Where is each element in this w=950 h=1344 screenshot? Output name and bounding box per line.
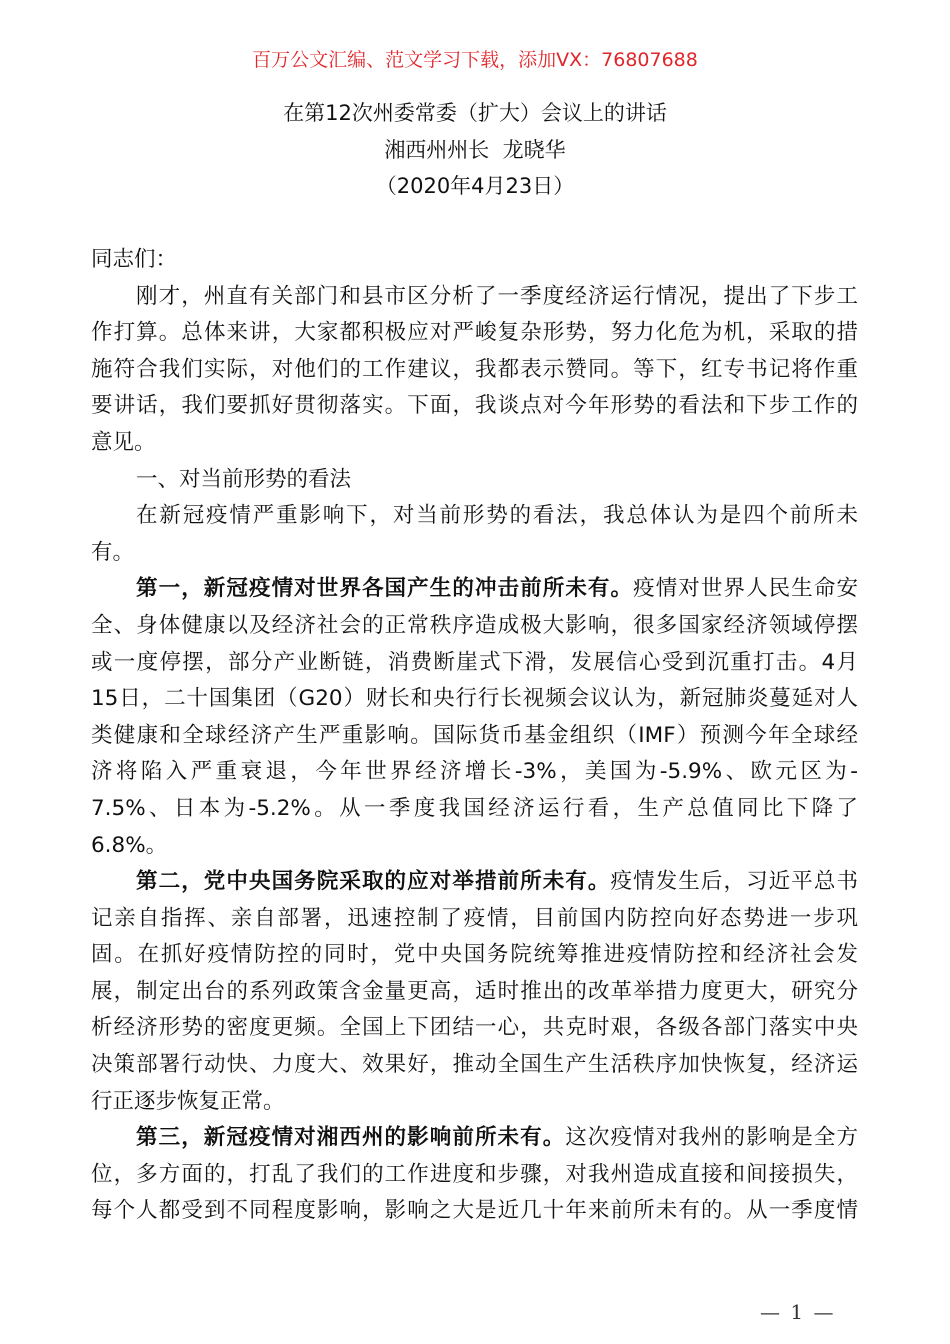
line-text: 7.5%、日本为-5.2%。从一季度我国经济运行看，生产总值同比下降了: [91, 795, 858, 821]
title-block: [0, 95, 950, 205]
speaker-line: 湘西州州长 龙晓华: [384, 137, 566, 162]
text-line: [91, 864, 858, 901]
line-text: 意见。: [91, 429, 156, 455]
text-line: [91, 315, 858, 352]
text-line: [91, 718, 858, 755]
document-body: [91, 242, 858, 1230]
line-text: 要讲话，我们要抓好贯彻落实。下面，我谈点对今年形势的看法和下步工作的: [91, 393, 858, 419]
text-line: [91, 388, 858, 425]
text-line: [91, 974, 858, 1011]
text-line: [91, 1010, 858, 1047]
text-line: [91, 352, 858, 389]
text-line: [91, 535, 858, 572]
line-text: 同志们：: [91, 247, 178, 272]
text-line: [91, 571, 858, 608]
line-text: 这次疫情对我州的影响是全方: [565, 1125, 858, 1151]
bold-heading: 第一，新冠疫情对世界各国产生的冲击前所未有。: [136, 576, 634, 602]
line-text: 施符合我们实际，对他们的工作建议，我都表示赞同。等下，红专书记将作重: [91, 356, 858, 382]
line-text: 行正逐步恢复正常。: [91, 1088, 285, 1114]
page-number: — 1 —: [760, 1300, 836, 1324]
bold-heading: 第三，新冠疫情对湘西州的影响前所未有。: [136, 1125, 566, 1151]
text-line: [91, 901, 858, 938]
text-line: [91, 937, 858, 974]
watermark-text: 百万公文汇编、范文学习下载，添加VX：76807688: [252, 49, 698, 71]
document-title: 在第12次州委常委（扩大）会议上的讲话: [283, 101, 667, 125]
line-text: 析经济形势的密度更频。全国上下团结一心，共克时艰，各级各部门落实中央: [91, 1015, 858, 1041]
line-text: 有。: [91, 539, 135, 565]
line-text: 疫情发生后，习近平总书: [610, 869, 858, 895]
text-line: [91, 1193, 858, 1230]
text-line: [91, 828, 858, 865]
text-line: [91, 242, 858, 279]
line-text: 固。在抓好疫情防控的同时，党中央国务院统筹推进疫情防控和经济社会发: [91, 942, 858, 968]
line-text: 每个人都受到不同程度影响，影响之大是近几十年来前所未有的。从一季度情: [91, 1198, 858, 1224]
line-text: 展，制定出台的系列政策含金量更高，适时推出的改革举措力度更大，研究分: [91, 978, 858, 1004]
text-line: [91, 425, 858, 462]
line-text: 15日，二十国集团（G20）财长和央行行长视频会议认为，新冠肺炎蔓延对人: [91, 686, 858, 712]
speech-date: （2020年4月23日）: [375, 174, 575, 199]
line-text: 全、身体健康以及经济社会的正常秩序造成极大影响，很多国家经济领域停摆: [91, 612, 858, 638]
line-text: 刚才，州直有关部门和县市区分析了一季度经济运行情况，提出了下步工: [136, 283, 858, 309]
text-line: [91, 645, 858, 682]
text-line: [91, 681, 858, 718]
line-text: 作打算。总体来讲，大家都积极应对严峻复杂形势，努力化危为机，采取的措: [91, 320, 858, 346]
text-line: [91, 462, 858, 499]
line-text: 或一度停摆，部分产业断链，消费断崖式下滑，发展信心受到沉重打击。4月: [91, 649, 858, 675]
line-text: 类健康和全球经济产生严重影响。国际货币基金组织（IMF）预测今年全球经: [91, 722, 858, 748]
text-line: [91, 1084, 858, 1121]
line-text: 位，多方面的，打乱了我们的工作进度和步骤，对我州造成直接和间接损失，: [91, 1161, 858, 1187]
line-text: 济将陷入严重衰退，今年世界经济增长-3%，美国为-5.9%、欧元区为-: [91, 759, 858, 785]
line-text: 记亲自指挥、亲自部署，迅速控制了疫情，目前国内防控向好态势进一步巩: [91, 905, 858, 931]
bold-heading: 第二，党中央国务院采取的应对举措前所未有。: [136, 869, 611, 895]
text-line: [91, 1047, 858, 1084]
text-line: [91, 1157, 858, 1194]
line-text: 疫情对世界人民生命安: [633, 576, 858, 602]
text-line: [91, 791, 858, 828]
text-line: [91, 1120, 858, 1157]
text-line: [91, 754, 858, 791]
line-text: 6.8%。: [91, 832, 168, 858]
line-text: 决策部署行动快、力度大、效果好，推动全国生产生活秩序加快恢复，经济运: [91, 1052, 858, 1078]
text-line: [91, 498, 858, 535]
line-text: 在新冠疫情严重影响下，对当前形势的看法，我总体认为是四个前所未: [136, 503, 858, 529]
text-line: [91, 608, 858, 645]
line-text: 一、对当前形势的看法: [136, 466, 352, 492]
text-line: [91, 279, 858, 316]
